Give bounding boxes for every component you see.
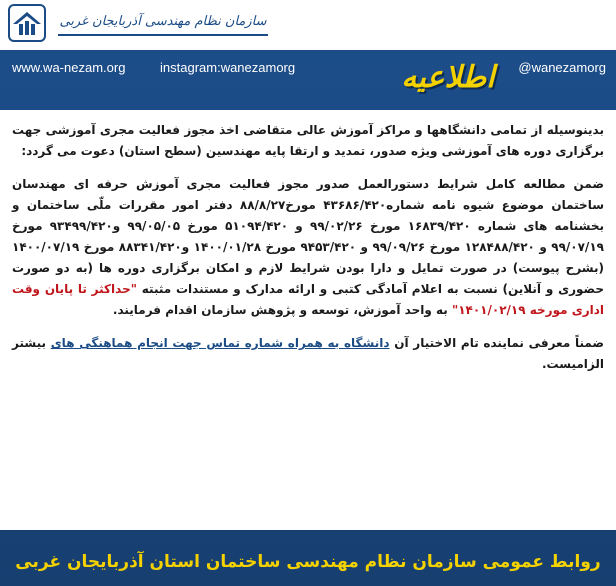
notice-title: اطلاعیه <box>401 59 495 95</box>
social-handle[interactable]: @wanezamorg <box>518 60 606 75</box>
main-paragraph <box>12 174 604 321</box>
main-text-part1: ضمن مطالعه کامل شرایط دستورالعمل صدور مجوز فعالیت مجری آموزش حرفه ای مهندسان ساختمان موضوع شیوه نامه شماره۴۳۶۸۶/۴۲۰ مورخ۸۸/۸/۲۷ دفتر امور مقررات ملّی ساختمان و بخشنامه های شماره ۱۶۸۳۹/۴۲۰ مورخ ۹۹/۰۲/۲۶ و ۵۱۰۹۴/۴۲۰ مورخ ۹۹/۰۵/۰۵ و۹۳۴۹۹/۴۲۰ مورخ ۹۹/۰۷/۱۹ و ۱۲۸۴۸۸/۴۲۰ مورخ ۹۹/۰۹/۲۶ و ۹۴۵۳/۴۲۰ مورخ ۱۴۰۰/۰۱/۲۸ و۸۸۳۴۱/۴۲۰ مورخ ۱۴۰۰/۰۷/۱۹ (بشرح پیوست) در صورت تمایل و دارا بودن شرایط لازم و امکان برگزاری دوره ها (به دو صورت حضوری و آنلاین) نسبت به اعلام آمادگی کتبی و ارائه مدارک و مستندات مثبته <box>12 177 605 296</box>
organization-logo-icon <box>8 4 46 42</box>
deadline-text: "حداکثر تا پایان وقت اداری مورخه ۱۴۰۱/۰۲/۱۹" <box>12 282 604 317</box>
footer-signature: روابط عمومی سازمان نظام مهندسی ساختمان استان آذربایجان غربی <box>15 552 601 572</box>
closing-text-part2: بیشتر الزامیست. <box>12 336 604 371</box>
header-bar <box>0 0 616 50</box>
closing-text-part1: ضمناً معرفی نماینده تام الاختیار آن <box>389 336 605 350</box>
notice-body <box>12 120 604 387</box>
closing-paragraph <box>12 333 604 375</box>
footer-bar <box>0 538 616 586</box>
header-divider <box>0 50 616 54</box>
main-text-part2: به واحد آموزش، توسعه و پژوهش سازمان اقدام فرمایند. <box>112 303 452 317</box>
organization-name-underline <box>58 34 268 36</box>
organization-name: سازمان نظام مهندسی آذربایجان غربی <box>59 14 267 29</box>
intro-paragraph: بدینوسیله از تمامی دانشگاهها و مراکز آموزش عالی متقاضی اخذ مجوز فعالیت مجری آموزشی جهت برگزاری دوره های آموزشی ویژه صدور، تمدید و ارتقا پایه مهندسین (سطح استان) دعوت می گردد: <box>12 123 604 158</box>
notice-title-box <box>390 48 506 106</box>
content-panel <box>0 110 616 530</box>
website-link[interactable]: www.wa-nezam.org <box>12 60 126 75</box>
instagram-link[interactable]: instagram:wanezamorg <box>160 60 296 75</box>
closing-highlight-text: دانشگاه به همراه شماره تماس جهت انجام هماهنگی های <box>50 336 390 350</box>
